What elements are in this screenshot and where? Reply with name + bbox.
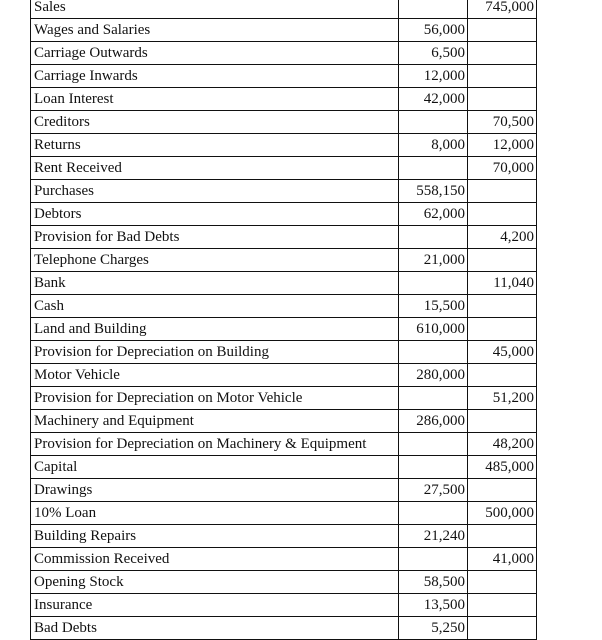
table-row: [31, 134, 537, 157]
debit-cell: 56,000: [399, 19, 468, 42]
table-row: [31, 617, 537, 640]
credit-cell: [468, 318, 537, 341]
credit-cell: [468, 180, 537, 203]
credit-cell: 48,200: [468, 433, 537, 456]
table-row: [31, 456, 537, 479]
credit-cell: 70,500: [468, 111, 537, 134]
table-row: [31, 295, 537, 318]
debit-cell: 280,000: [399, 364, 468, 387]
table-row: [31, 249, 537, 272]
debit-cell: [399, 387, 468, 410]
debit-cell: 12,000: [399, 65, 468, 88]
credit-cell: [468, 594, 537, 617]
credit-cell: 500,000: [468, 502, 537, 525]
table-row: [31, 341, 537, 364]
table-row: [31, 65, 537, 88]
credit-cell: [468, 295, 537, 318]
credit-cell: 45,000: [468, 341, 537, 364]
debit-cell: 610,000: [399, 318, 468, 341]
debit-cell: 58,500: [399, 571, 468, 594]
credit-cell: 745,000: [468, 0, 537, 19]
credit-cell: 11,040: [468, 272, 537, 295]
account-cell: Sales: [31, 0, 399, 19]
account-cell: Rent Received: [31, 157, 399, 180]
debit-cell: [399, 433, 468, 456]
credit-cell: [468, 479, 537, 502]
debit-cell: 13,500: [399, 594, 468, 617]
table-row: [31, 226, 537, 249]
debit-cell: 42,000: [399, 88, 468, 111]
credit-cell: 12,000: [468, 134, 537, 157]
account-cell: 10% Loan: [31, 502, 399, 525]
debit-cell: [399, 272, 468, 295]
debit-cell: [399, 502, 468, 525]
debit-cell: [399, 157, 468, 180]
debit-cell: [399, 456, 468, 479]
trial-balance-body: [31, 0, 537, 640]
table-row: [31, 157, 537, 180]
credit-cell: [468, 525, 537, 548]
account-cell: Carriage Inwards: [31, 65, 399, 88]
table-row: [31, 272, 537, 295]
account-cell: Land and Building: [31, 318, 399, 341]
credit-cell: 4,200: [468, 226, 537, 249]
account-cell: Provision for Depreciation on Motor Vehicle: [31, 387, 399, 410]
account-cell: Opening Stock: [31, 571, 399, 594]
table-row: [31, 19, 537, 42]
table-row: [31, 364, 537, 387]
account-cell: Returns: [31, 134, 399, 157]
table-row: [31, 548, 537, 571]
credit-cell: [468, 364, 537, 387]
credit-cell: 51,200: [468, 387, 537, 410]
credit-cell: 41,000: [468, 548, 537, 571]
table-row: [31, 479, 537, 502]
debit-cell: [399, 548, 468, 571]
table-row: [31, 502, 537, 525]
debit-cell: [399, 341, 468, 364]
credit-cell: [468, 203, 537, 226]
debit-cell: 5,250: [399, 617, 468, 640]
table-row: [31, 318, 537, 341]
table-row: [31, 203, 537, 226]
table-row: [31, 387, 537, 410]
debit-cell: 27,500: [399, 479, 468, 502]
table-row: [31, 111, 537, 134]
debit-cell: 21,240: [399, 525, 468, 548]
debit-cell: 62,000: [399, 203, 468, 226]
account-cell: Creditors: [31, 111, 399, 134]
account-cell: Capital: [31, 456, 399, 479]
debit-cell: [399, 0, 468, 19]
account-cell: Cash: [31, 295, 399, 318]
account-cell: Building Repairs: [31, 525, 399, 548]
account-cell: Insurance: [31, 594, 399, 617]
debit-cell: 286,000: [399, 410, 468, 433]
trial-balance-table: [30, 0, 537, 640]
account-cell: Telephone Charges: [31, 249, 399, 272]
account-cell: Bad Debts: [31, 617, 399, 640]
credit-cell: [468, 249, 537, 272]
debit-cell: 21,000: [399, 249, 468, 272]
table-row: [31, 180, 537, 203]
credit-cell: [468, 42, 537, 65]
credit-cell: [468, 65, 537, 88]
table-row: [31, 88, 537, 111]
account-cell: Purchases: [31, 180, 399, 203]
table-row: [31, 571, 537, 594]
account-cell: Commission Received: [31, 548, 399, 571]
debit-cell: 15,500: [399, 295, 468, 318]
account-cell: Provision for Depreciation on Building: [31, 341, 399, 364]
table-row: [31, 525, 537, 548]
table-row: [31, 42, 537, 65]
account-cell: Wages and Salaries: [31, 19, 399, 42]
account-cell: Bank: [31, 272, 399, 295]
account-cell: Provision for Bad Debts: [31, 226, 399, 249]
credit-cell: [468, 19, 537, 42]
debit-cell: 6,500: [399, 42, 468, 65]
account-cell: Debtors: [31, 203, 399, 226]
table-row: [31, 594, 537, 617]
table-row: [31, 410, 537, 433]
debit-cell: 8,000: [399, 134, 468, 157]
account-cell: Carriage Outwards: [31, 42, 399, 65]
credit-cell: [468, 88, 537, 111]
account-cell: Drawings: [31, 479, 399, 502]
account-cell: Provision for Depreciation on Machinery & Equipment: [31, 433, 399, 456]
table-row: [31, 433, 537, 456]
credit-cell: [468, 571, 537, 594]
debit-cell: [399, 111, 468, 134]
credit-cell: 70,000: [468, 157, 537, 180]
account-cell: Motor Vehicle: [31, 364, 399, 387]
debit-cell: [399, 226, 468, 249]
credit-cell: [468, 617, 537, 640]
table-row: [31, 0, 537, 19]
debit-cell: 558,150: [399, 180, 468, 203]
account-cell: Loan Interest: [31, 88, 399, 111]
credit-cell: [468, 410, 537, 433]
account-cell: Machinery and Equipment: [31, 410, 399, 433]
credit-cell: 485,000: [468, 456, 537, 479]
